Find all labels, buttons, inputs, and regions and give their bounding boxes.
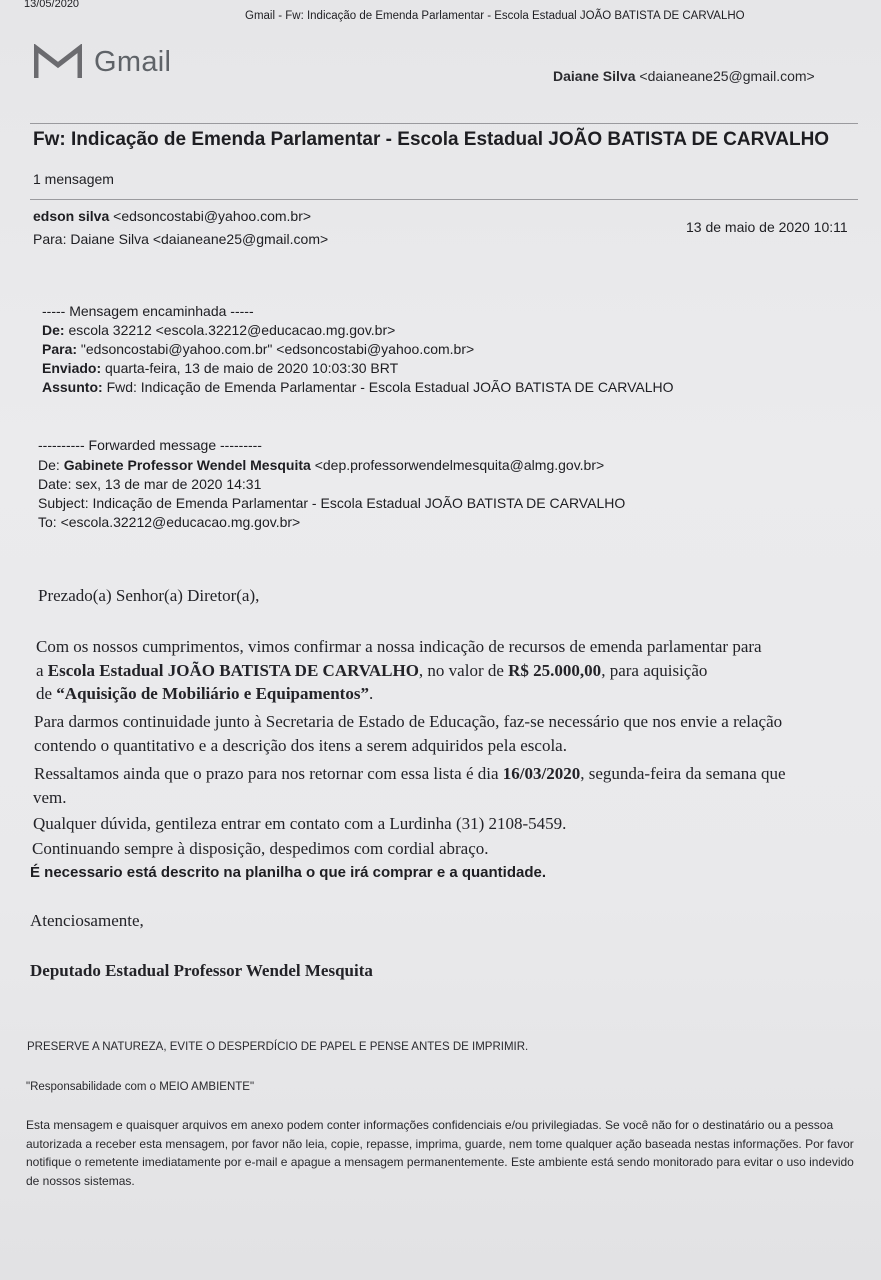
fwd2-to: To: <escola.32212@educacao.mg.gov.br> <box>38 514 301 530</box>
print-date: 13/05/2020 <box>24 0 80 10</box>
letter-p5: Continuando sempre à disposição, despedimos com cordial abraço. <box>32 839 489 858</box>
fwd2-header: ---------- Forwarded message --------- <box>38 437 262 453</box>
email-subject: Fw: Indicação de Emenda Parlamentar - Escola Estadual JOÃO BATISTA DE CARVALHO <box>33 129 830 150</box>
message-count: 1 mensagem <box>33 171 114 187</box>
letter-p3-line2: vem. <box>33 788 67 807</box>
account-info <box>553 68 815 84</box>
fwd1-enviado: Enviado: quarta-feira, 13 de maio de 2020 10:03:30 BRT <box>42 360 399 376</box>
amount: R$ 25.000,00 <box>508 661 602 680</box>
fwd1-de: De: escola 32212 <escola.32212@educacao.mg.gov.br> <box>42 322 396 338</box>
letter-warning: É necessario está descrito na planilha o que irá comprar e a quantidade. <box>30 864 547 881</box>
letter-p1-line2: a Escola Estadual JOÃO BATISTA DE CARVALHO, no valor de R$ 25.000,00, para aquisição <box>36 661 708 680</box>
gmail-wordmark: Gmail <box>94 45 172 78</box>
footer-disclaimer: Esta mensagem e quaisquer arquivos em anexo podem conter informações confidenciais e/ou privilegiadas. Se você não for o destinatário ou a pessoa autorizada a receber esta mensagem, por favor não leia, copie, repasse, imprima, guarde, nem tome qualquer ação baseada nestas informações. Por favor notifique o remetente imediatamente por e-mail e apague a mensagem permanentemente. Este ambiente está sendo monitorado para evitar o uso indevido de nossos sistemas. <box>26 1118 854 1188</box>
letter-p1-line3: de “Aquisição de Mobiliário e Equipamentos”. <box>36 684 374 703</box>
print-title: Gmail - Fw: Indicação de Emenda Parlamentar - Escola Estadual JOÃO BATISTA DE CARVALHO <box>245 10 745 22</box>
footer-preserve: PRESERVE A NATUREZA, EVITE O DESPERDÍCIO DE PAPEL E PENSE ANTES DE IMPRIMIR. <box>27 1041 529 1053</box>
divider-top <box>30 123 858 124</box>
sender-name: edson silva <box>33 208 110 224</box>
fwd2-date: Date: sex, 13 de mar de 2020 14:31 <box>38 476 262 492</box>
fwd1-para: Para: "edsoncostabi@yahoo.com.br" <edsoncostabi@yahoo.com.br> <box>42 341 475 357</box>
gmail-m-icon <box>34 44 82 80</box>
letter-p1-line1: Com os nossos cumprimentos, vimos confirmar a nossa indicação de recursos de emenda parlamentar para <box>36 637 762 656</box>
deadline: 16/03/2020 <box>502 764 581 783</box>
fwd2-de: De: Gabinete Professor Wendel Mesquita <dep.professorwendelmesquita@almg.gov.br> <box>38 457 605 473</box>
fwd2-subject: Subject: Indicação de Emenda Parlamentar - Escola Estadual JOÃO BATISTA DE CARVALHO <box>38 495 626 511</box>
sender-email: <edsoncostabi@yahoo.com.br> <box>113 208 312 224</box>
letter-signature: Deputado Estadual Professor Wendel Mesquita <box>30 961 373 980</box>
recipient-line: Para: Daiane Silva <daianeane25@gmail.com> <box>33 231 329 247</box>
sender <box>33 208 311 224</box>
email-date: 13 de maio de 2020 10:11 <box>686 219 848 235</box>
fwd1-assunto: Assunto: Fwd: Indicação de Emenda Parlamentar - Escola Estadual JOÃO BATISTA DE CARVALHO <box>42 379 674 395</box>
letter-closing: Atenciosamente, <box>30 911 144 930</box>
account-email: <daianeane25@gmail.com> <box>639 68 815 84</box>
letter-p3-line1: Ressaltamos ainda que o prazo para nos retornar com essa lista é dia 16/03/2020, segunda-feira da semana que <box>34 764 786 783</box>
footer-responsibility: "Responsabilidade com o MEIO AMBIENTE" <box>26 1081 255 1093</box>
account-name: Daiane Silva <box>553 68 636 84</box>
divider-subject <box>30 199 858 200</box>
gmail-logo <box>34 44 171 80</box>
fwd1-header: ----- Mensagem encaminhada ----- <box>42 303 254 319</box>
school-name: Escola Estadual JOÃO BATISTA DE CARVALHO <box>47 661 419 680</box>
letter-p2-line2: contendo o quantitativo e a descrição dos itens a serem adquiridos pela escola. <box>34 736 567 755</box>
acquisition-item: “Aquisição de Mobiliário e Equipamentos” <box>56 684 369 703</box>
letter-greeting: Prezado(a) Senhor(a) Diretor(a), <box>38 586 260 605</box>
letter-p4: Qualquer dúvida, gentileza entrar em contato com a Lurdinha (31) 2108-5459. <box>33 814 567 833</box>
letter-p2-line1: Para darmos continuidade junto à Secretaria de Estado de Educação, faz-se necessário que nos envie a relação <box>34 712 783 731</box>
